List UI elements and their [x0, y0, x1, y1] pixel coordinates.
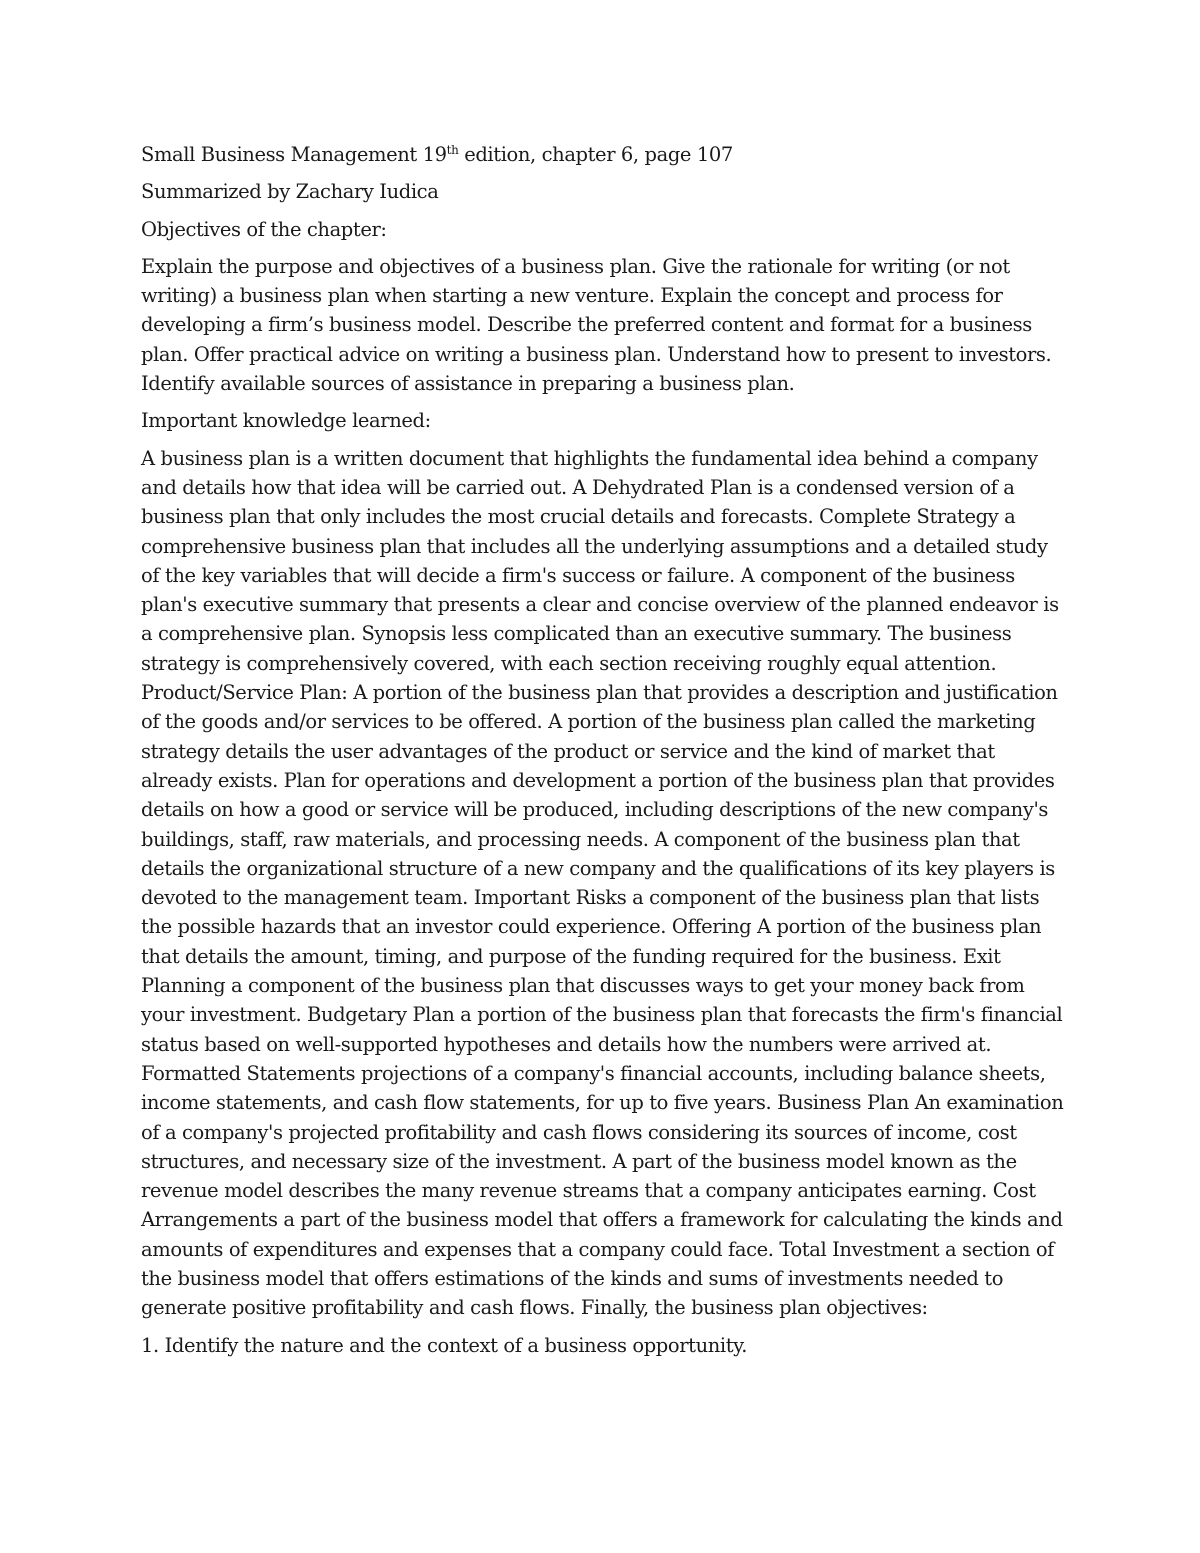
knowledge-paragraph: A business plan is a written document that highlights the fundamental idea behind a company and details how that idea will be carried out. A Dehydrated Plan is a condensed version of a business plan that only includes the most crucial details and forecasts. Complete Strategy a comprehensive business plan that includes all the underlying assumptions and a detailed study of the key variables that will decide a firm's success or failure. A component of the business plan's executive summary that presents a clear and concise overview of the planned endeavor is a comprehensive plan. Synopsis less complicated than an executive summary. The business strategy is comprehensively covered, with each section receiving roughly equal attention. Product/Service Plan: A portion of the business plan that provides a description and justification of the goods and/or services to be offered. A portion of the business plan called the marketing strategy details the user advantages of the product or service and the kind of market that already exists. Plan for operations and development a portion of the business plan that provides details on how a good or service will be produced, including descriptions of the new company's buildings, staff, raw materials, and processing needs. A component of the business plan that details the organizational structure of a new company and the qualifications of its key players is devoted to the management team. Important Risks a component of the business plan that lists the possible hazards that an investor could experience. Offering A portion of the business plan that details the amount, timing, and purpose of the funding required for the business. Exit Planning a component of the business plan that discusses ways to get your money back from your investment. Budgetary Plan a portion of the business plan that forecasts the firm's financial status based on well-supported hypotheses and details how the numbers were arrived at. Formatted Statements projections of a company's financial accounts, including balance sheets, income statements, and cash flow statements, for up to five years. Business Plan An examination of a company's projected profitability and cash flows considering its sources of income, cost structures, and necessary size of the investment. A part of the business model known as the revenue model describes the many revenue streams that a company anticipates earning. Cost Arrangements a part of the business model that offers a framework for calculating the kinds and amounts of expenditures and expenses that a company could face. Total Investment a section of the business model that offers estimations of the kinds and sums of investments needed to generate positive profitability and cash flows. Finally, the business plan objectives: [141, 446, 1064, 1320]
list-item: 1. Identify the nature and the context of a business opportunity. [141, 1333, 747, 1357]
objectives-heading: Objectives of the chapter: [141, 217, 387, 241]
knowledge-heading: Important knowledge learned: [141, 409, 431, 433]
title-superscript: th [446, 143, 459, 157]
title-prefix: Small Business Management 19 [141, 143, 447, 166]
objectives-paragraph: Explain the purpose and objectives of a business plan. Give the rationale for writing (or not writing) a business plan when starting a new venture. Explain the concept and process for developing a firm’s business model. Describe the preferred content and format for a business plan. Offer practical advice on writing a business plan. Understand how to present to investors. Identify available sources of assistance in preparing a business plan. [141, 254, 1052, 396]
author-line: Summarized by Zachary Iudica [141, 180, 439, 204]
document-body [141, 140, 1066, 1368]
title-suffix: edition, chapter 6, page 107 [458, 143, 733, 166]
document-title [141, 140, 1066, 169]
